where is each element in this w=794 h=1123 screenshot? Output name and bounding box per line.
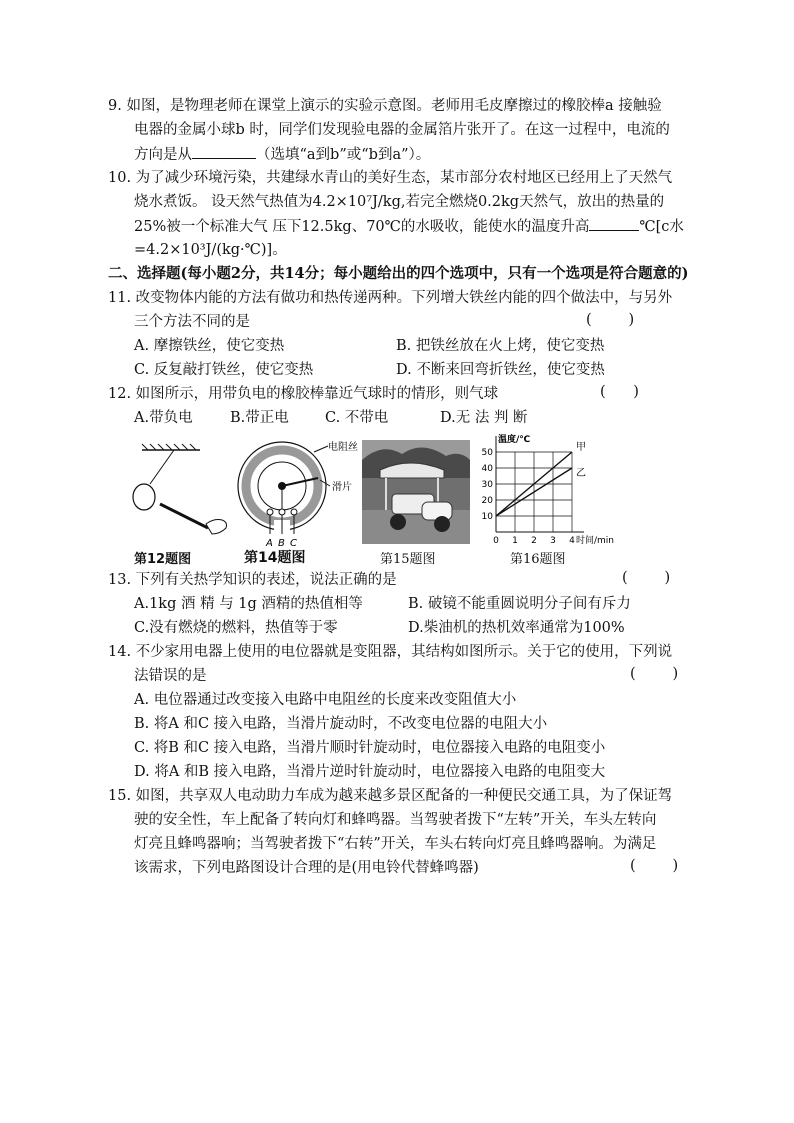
figure-12-caption: 第12题图 xyxy=(134,552,192,567)
terminal-c: C xyxy=(290,538,297,548)
resistance-wire-label: 电阻丝 xyxy=(328,442,358,453)
terminal-b: B xyxy=(278,538,285,548)
q14-line1: 14. 不少家用电器上使用的电位器就是变阻器，其结构如图所示。关于它的使用，下列说 xyxy=(108,644,673,660)
y-axis-label: 温度/℃ xyxy=(498,435,531,445)
q13-option-b: B. 破镜不能重圆说明分子间有斥力 xyxy=(408,596,631,612)
q15-line4: 该需求，下列电路图设计合理的是(用电铃代替蜂鸣器) xyxy=(134,860,479,876)
figure-14-caption: 第14题图 xyxy=(244,550,306,566)
q13-option-a: A.1kg 酒 精 与 1g 酒精的热值相等 xyxy=(134,596,363,612)
q10-line3-post: ℃[c水 xyxy=(639,219,684,235)
q9-line3 xyxy=(134,144,430,165)
q10-line1: 10. 为了减少环境污染，共建绿水青山的美好生态，某市部分农村地区已经用上了天然气 xyxy=(108,170,673,186)
q12-option-c: C. 不带电 xyxy=(325,410,389,426)
figure-15-photo xyxy=(362,440,470,544)
slider-label: 滑片 xyxy=(332,482,352,493)
q10-line4: =4.2×10³J/(kg·℃)]。 xyxy=(134,242,287,258)
x-tick-label: 1 xyxy=(512,536,518,546)
series-label-1: 甲 xyxy=(576,442,586,453)
answer-blank[interactable] xyxy=(589,216,639,231)
q12-option-b: B.带正电 xyxy=(230,410,289,426)
q9-line3-pre: 方向是从 xyxy=(134,147,192,163)
x-tick-label: 4 xyxy=(569,536,575,546)
answer-parentheses[interactable]: ( ) xyxy=(622,570,671,586)
series-label-2: 乙 xyxy=(576,468,586,479)
q11-option-d: D. 不断来回弯折铁丝，使它变热 xyxy=(396,362,605,378)
figure-14-potentiometer xyxy=(232,436,362,548)
answer-blank[interactable] xyxy=(192,144,256,159)
q12-option-a: A.带负电 xyxy=(134,410,193,426)
figure-16-caption: 第16题图 xyxy=(510,552,566,567)
q13-option-c: C.没有燃烧的燃料，热值等于零 xyxy=(134,620,338,636)
y-tick-label: 30 xyxy=(481,480,493,490)
q12-option-d: D.无 法 判 断 xyxy=(440,410,528,426)
answer-parentheses[interactable]: ( ) xyxy=(600,384,639,400)
q11-line2: 三个方法不同的是 xyxy=(134,314,250,330)
q11-option-c: C. 反复敲打铁丝，使它变热 xyxy=(134,362,314,378)
x-axis-label: 时间/min xyxy=(576,536,615,546)
x-tick-label: 3 xyxy=(550,536,556,546)
q9-line1: 9. 如图，是物理老师在课堂上演示的实验示意图。老师用毛皮摩擦过的橡胶棒a 接触验 xyxy=(108,98,662,114)
q13-line1: 13. 下列有关热学知识的表述，说法正确的是 xyxy=(108,572,397,588)
q14-option-b: B. 将A 和C 接入电路，当滑片旋动时，不改变电位器的电阻大小 xyxy=(134,716,548,732)
y-tick-label: 20 xyxy=(481,496,493,506)
q11-line1: 11. 改变物体内能的方法有做功和热传递两种。下列增大铁丝内能的四个做法中，与另外 xyxy=(108,290,673,306)
q14-option-a: A. 电位器通过改变接入电路中电阻丝的长度来改变阻值大小 xyxy=(134,692,517,708)
q10-line3-pre: 25%被一个标准大气 压下12.5kg、70℃的水吸收，能使水的温度升高 xyxy=(134,219,590,235)
y-tick-label: 40 xyxy=(481,464,493,474)
answer-parentheses[interactable]: ( ) xyxy=(630,858,679,874)
q14-line2: 法错误的是 xyxy=(134,668,207,684)
q10-line2: 烧水煮饭。 设天然气热值为4.2×10⁷J/kg,若完全燃烧0.2kg天然气，放出的热量的 xyxy=(134,194,665,210)
q11-option-b: B. 把铁丝放在火上烤，使它变热 xyxy=(396,338,605,354)
y-tick-label: 50 xyxy=(481,448,493,458)
q9-line2: 电器的金属小球b 时，同学们发现验电器的金属箔片张开了。在这一过程中，电流的 xyxy=(134,122,670,138)
x-tick-label: 0 xyxy=(493,536,499,546)
figure-16-chart xyxy=(474,432,624,546)
q9-line3-post: （选填“a到b”或“b到a”）。 xyxy=(256,147,431,163)
q10-line3 xyxy=(134,216,684,237)
q14-option-c: C. 将B 和C 接入电路，当滑片顺时针旋动时，电位器接入电路的电阻变小 xyxy=(134,740,606,756)
q11-option-a: A. 摩擦铁丝，使它变热 xyxy=(134,338,285,354)
q13-option-d: D.柴油机的热机效率通常为100% xyxy=(408,620,625,636)
answer-parentheses[interactable]: ( ) xyxy=(586,312,635,328)
answer-parentheses[interactable]: ( ) xyxy=(630,666,679,682)
q15-line2: 驶的安全性，车上配备了转向灯和蜂鸣器。当驾驶者拨下“左转”开关，车头左转向 xyxy=(134,812,657,828)
terminal-a: A xyxy=(266,538,273,548)
figure-12-balloon xyxy=(122,440,242,540)
q14-option-d: D. 将A 和B 接入电路，当滑片逆时针旋动时，电位器接入电路的电阻变大 xyxy=(134,764,606,780)
y-tick-label: 10 xyxy=(481,512,493,522)
q15-line1: 15. 如图，共享双人电动助力车成为越来越多景区配备的一种便民交通工具，为了保证驾 xyxy=(108,788,673,804)
q15-line3: 灯亮且蜂鸣器响；当驾驶者拨下“右转”开关，车头右转向灯亮且蜂鸣器响。为满足 xyxy=(134,836,657,852)
section-heading: 二、选择题(每小题2分，共14分；每小题给出的四个选项中，只有一个选项是符合题意的) xyxy=(108,265,689,282)
q12-line1: 12. 如图所示，用带负电的橡胶棒靠近气球时的情形，则气球 xyxy=(108,386,499,402)
x-tick-label: 2 xyxy=(531,536,537,546)
figure-15-caption: 第15题图 xyxy=(380,552,436,567)
